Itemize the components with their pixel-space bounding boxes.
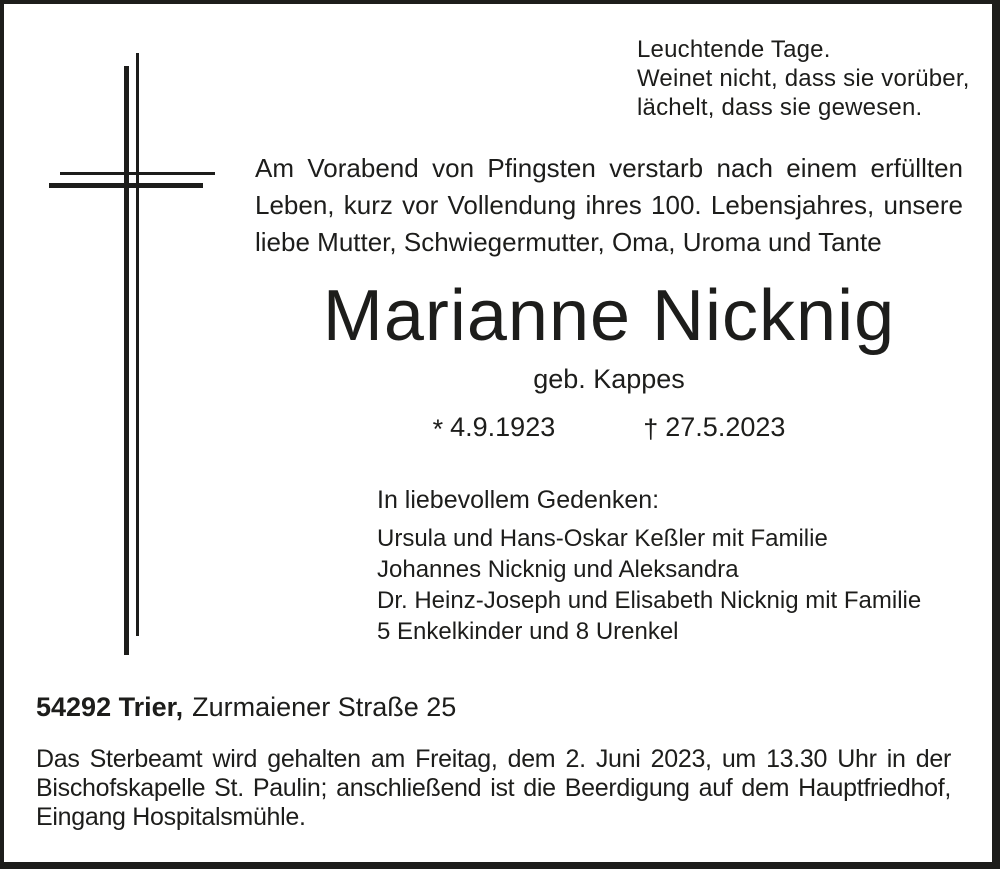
mourner-line: Dr. Heinz-Joseph und Elisabeth Nicknig mit Familie xyxy=(377,587,922,614)
service-paragraph xyxy=(36,745,951,832)
birth-star-icon: * xyxy=(432,414,444,444)
intro-paragraph xyxy=(255,150,963,261)
intro-line: liebe Mutter, Schwiegermutter, Oma, Uroma und Tante xyxy=(255,227,882,257)
cross-horizontal-thick-line xyxy=(49,183,203,188)
epigraph-line: lächelt, dass sie gewesen. xyxy=(637,94,923,121)
mourner-line: 5 Enkelkinder und 8 Urenkel xyxy=(377,618,679,645)
memorial-heading: In liebevollem Gedenken: xyxy=(377,486,660,514)
epigraph-line: Weinet nicht, dass sie vorüber, xyxy=(637,65,970,92)
death-date-value: 27.5.2023 xyxy=(665,412,786,442)
address-city: 54292 Trier, xyxy=(36,692,184,722)
cross-horizontal-thin-line xyxy=(60,172,215,175)
life-dates xyxy=(255,412,963,442)
service-line: Bischofskapelle St. Paulin; anschließend ist die Beerdigung auf dem Hauptfriedhof, xyxy=(36,774,951,802)
address-line xyxy=(36,692,456,722)
mourner-line: Johannes Nicknig und Aleksandra xyxy=(377,556,739,583)
service-line: Eingang Hospitalsmühle. xyxy=(36,803,306,831)
cross-vertical-thin-line xyxy=(136,53,139,636)
service-line: Das Sterbeamt wird gehalten am Freitag, dem 2. Juni 2023, um 13.30 Uhr in der xyxy=(36,745,951,773)
maiden-name: geb. Kappes xyxy=(533,364,685,394)
death-date xyxy=(643,412,785,442)
cross-vertical-thick-line xyxy=(124,66,129,655)
deceased-name: Marianne Nicknig xyxy=(322,276,896,356)
death-dagger-icon: † xyxy=(643,414,659,444)
intro-line: Leben, kurz vor Vollendung ihres 100. Lebensjahres, unsere xyxy=(255,190,963,220)
epigraph xyxy=(637,35,970,122)
intro-line: Am Vorabend von Pfingsten verstarb nach einem erfüllten xyxy=(255,153,963,183)
epigraph-line: Leuchtende Tage. xyxy=(637,36,831,63)
address-street: Zurmaiener Straße 25 xyxy=(192,692,457,722)
birth-date-value: 4.9.1923 xyxy=(450,412,556,442)
mourners-list xyxy=(377,523,921,647)
mourner-line: Ursula und Hans-Oskar Keßler mit Familie xyxy=(377,525,828,552)
birth-date xyxy=(433,412,556,442)
